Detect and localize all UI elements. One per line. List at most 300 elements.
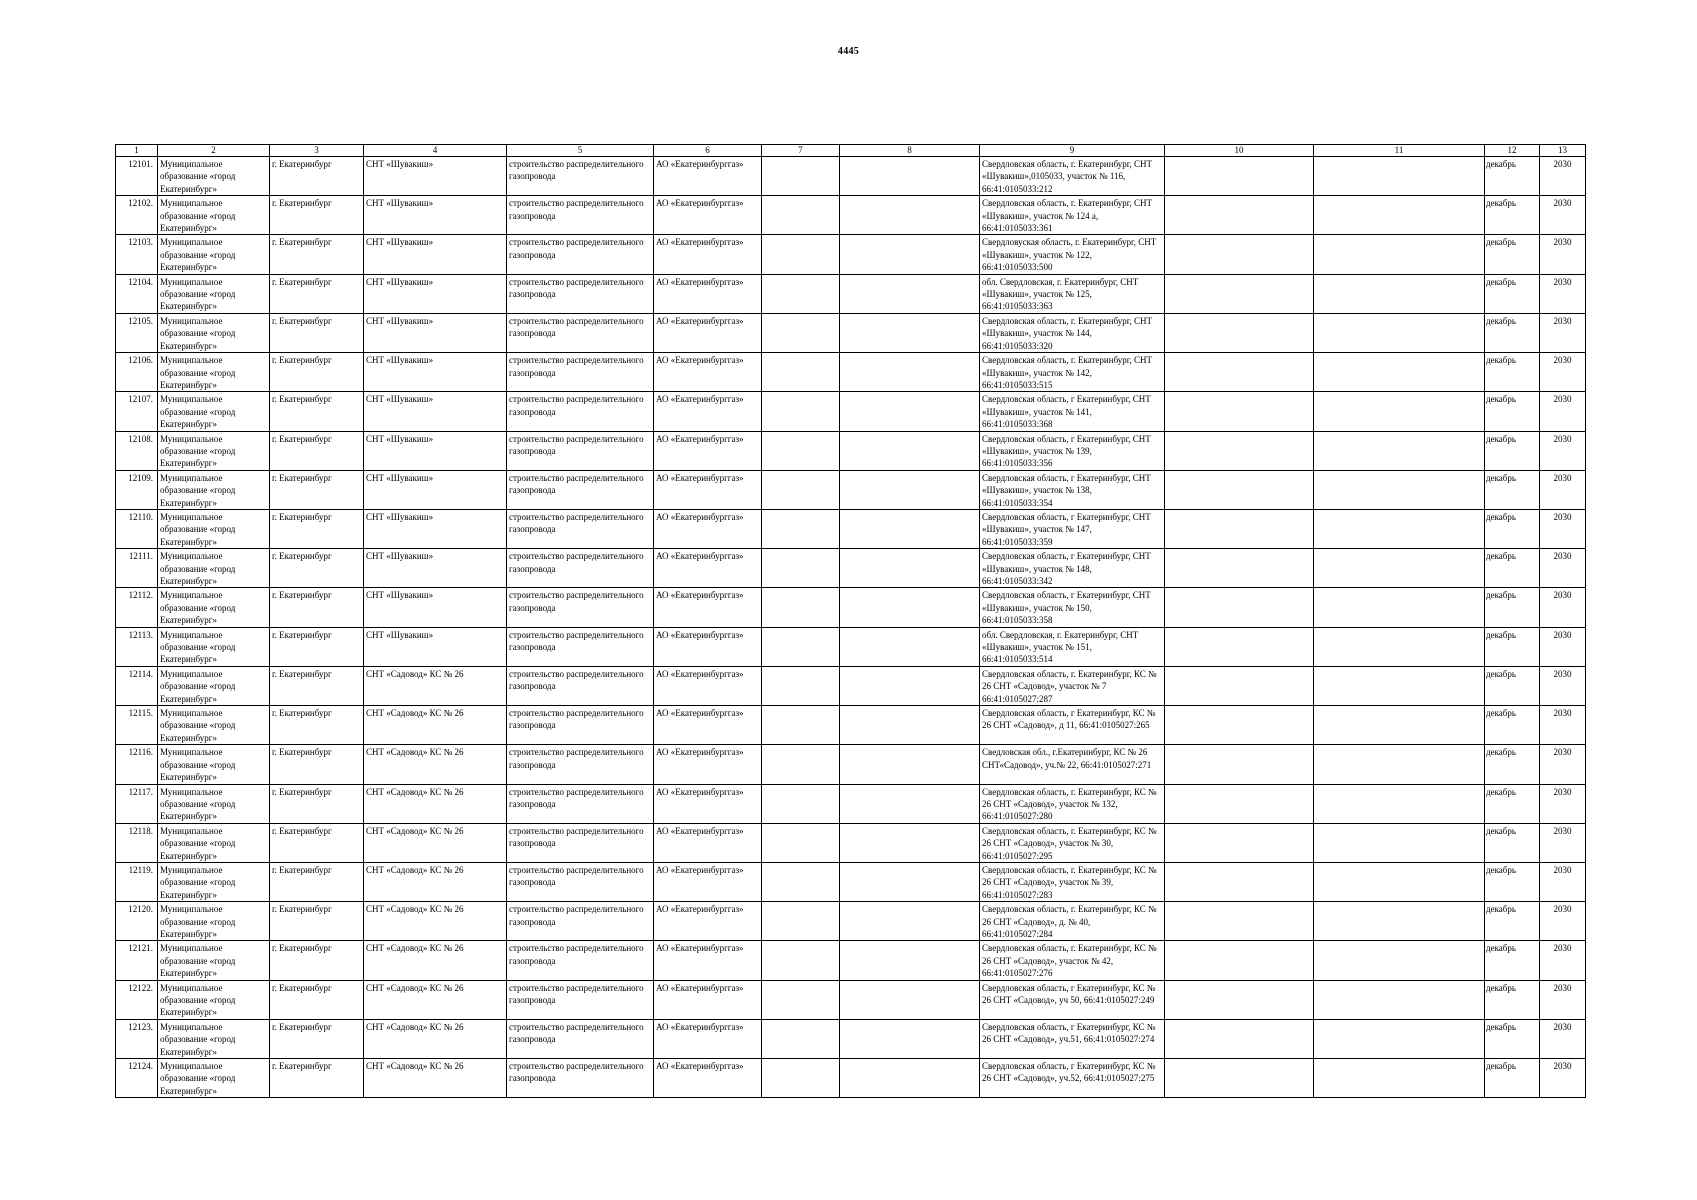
header-cell-5: 5 — [507, 145, 654, 157]
year-cell: 2030 — [1540, 509, 1586, 548]
table-row — [116, 627, 1586, 666]
work-type-cell: строительство распределительного газопровода — [507, 980, 654, 1019]
month-cell: декабрь — [1485, 157, 1540, 196]
month-cell: декабрь — [1485, 353, 1540, 392]
city-cell: г. Екатеринбург — [270, 706, 364, 745]
work-type-cell: строительство распределительного газопровода — [507, 784, 654, 823]
city-cell: г. Екатеринбург — [270, 509, 364, 548]
municipality-cell: Муниципальное образование «город Екатеринбург» — [158, 274, 270, 313]
year-cell: 2030 — [1540, 392, 1586, 431]
work-type-cell: строительство распределительного газопровода — [507, 392, 654, 431]
column-10-cell — [1165, 862, 1314, 901]
garden-partnership-cell: СНТ «Садовод» КС № 26 — [364, 745, 507, 784]
municipality-cell: Муниципальное образование «город Екатеринбург» — [158, 549, 270, 588]
year-cell: 2030 — [1540, 196, 1586, 235]
municipality-cell: Муниципальное образование «город Екатеринбург» — [158, 941, 270, 980]
column-7-cell — [762, 980, 840, 1019]
column-8-cell — [840, 274, 980, 313]
organization-cell: АО «Екатеринбурггаз» — [654, 509, 762, 548]
month-cell: декабрь — [1485, 392, 1540, 431]
garden-partnership-cell: СНТ «Садовод» КС № 26 — [364, 902, 507, 941]
city-cell: г. Екатеринбург — [270, 1019, 364, 1058]
year-cell: 2030 — [1540, 1019, 1586, 1058]
table-row — [116, 157, 1586, 196]
column-10-cell — [1165, 549, 1314, 588]
city-cell: г. Екатеринбург — [270, 235, 364, 274]
municipality-cell: Муниципальное образование «город Екатеринбург» — [158, 196, 270, 235]
table-row — [116, 1059, 1586, 1098]
address-cell: Сведловская обл., г.Екатеринбург, КС № 26 СНТ«Садовод», уч.№ 22, 66:41:0105027:271 — [980, 745, 1165, 784]
garden-partnership-cell: СНТ «Садовод» КС № 26 — [364, 980, 507, 1019]
column-10-cell — [1165, 941, 1314, 980]
garden-partnership-cell: СНТ «Шувакиш» — [364, 588, 507, 627]
year-cell: 2030 — [1540, 431, 1586, 470]
year-cell: 2030 — [1540, 862, 1586, 901]
address-cell: Свердловская область, г Екатеринбург, КС № 26 СНТ «Садовод», уч.52, 66:41:0105027:275 — [980, 1059, 1165, 1098]
column-7-cell — [762, 902, 840, 941]
column-7-cell — [762, 274, 840, 313]
garden-partnership-cell: СНТ «Шувакиш» — [364, 392, 507, 431]
table-row — [116, 392, 1586, 431]
organization-cell: АО «Екатеринбурггаз» — [654, 431, 762, 470]
city-cell: г. Екатеринбург — [270, 666, 364, 705]
table-header — [116, 145, 1586, 157]
garden-partnership-cell: СНТ «Шувакиш» — [364, 157, 507, 196]
table-row — [116, 1019, 1586, 1058]
address-cell: Свердловская область, г Екатеринбург, СНТ «Шувакиш», участок № 138, 66:41:0105033:354 — [980, 470, 1165, 509]
row-number-cell: 12106. — [116, 353, 158, 392]
work-type-cell: строительство распределительного газопровода — [507, 313, 654, 352]
column-11-cell — [1314, 509, 1485, 548]
year-cell: 2030 — [1540, 313, 1586, 352]
municipality-cell: Муниципальное образование «город Екатеринбург» — [158, 313, 270, 352]
column-8-cell — [840, 1059, 980, 1098]
column-11-cell — [1314, 470, 1485, 509]
column-11-cell — [1314, 274, 1485, 313]
address-cell: Свердловская область, г Екатеринбург, СНТ «Шувакиш», участок № 150, 66:41:0105033:358 — [980, 588, 1165, 627]
address-cell: Свердловская область, г Екатеринбург, КС № 26 СНТ «Садовод», д 11, 66:41:0105027:265 — [980, 706, 1165, 745]
city-cell: г. Екатеринбург — [270, 745, 364, 784]
month-cell: декабрь — [1485, 745, 1540, 784]
address-cell: обл. Свердловская, г. Екатеринбург, СНТ «Шувакиш», участок № 125, 66:41:0105033:363 — [980, 274, 1165, 313]
table-row — [116, 509, 1586, 548]
month-cell: декабрь — [1485, 627, 1540, 666]
address-cell: Свердловская область, г. Екатеринбург, КС № 26 СНТ «Садовод», д. № 40, 66:41:0105027:284 — [980, 902, 1165, 941]
month-cell: декабрь — [1485, 196, 1540, 235]
work-type-cell: строительство распределительного газопровода — [507, 666, 654, 705]
city-cell: г. Екатеринбург — [270, 157, 364, 196]
month-cell: декабрь — [1485, 706, 1540, 745]
organization-cell: АО «Екатеринбурггаз» — [654, 666, 762, 705]
city-cell: г. Екатеринбург — [270, 941, 364, 980]
row-number-cell: 12109. — [116, 470, 158, 509]
column-8-cell — [840, 353, 980, 392]
city-cell: г. Екатеринбург — [270, 902, 364, 941]
row-number-cell: 12124. — [116, 1059, 158, 1098]
address-cell: Свердловская область, г. Екатеринбург, КС № 26 СНТ «Садовод», участок № 30, 66:41:0105027:295 — [980, 823, 1165, 862]
address-cell: Свердловская область, г. Екатеринбург, КС № 26 СНТ «Садовод», участок № 42, 66:41:0105027:276 — [980, 941, 1165, 980]
column-8-cell — [840, 706, 980, 745]
column-8-cell — [840, 784, 980, 823]
table-row — [116, 588, 1586, 627]
municipality-cell: Муниципальное образование «город Екатеринбург» — [158, 1059, 270, 1098]
work-type-cell: строительство распределительного газопровода — [507, 1059, 654, 1098]
column-10-cell — [1165, 470, 1314, 509]
municipality-cell: Муниципальное образование «город Екатеринбург» — [158, 470, 270, 509]
month-cell: декабрь — [1485, 470, 1540, 509]
year-cell: 2030 — [1540, 823, 1586, 862]
header-cell-13: 13 — [1540, 145, 1586, 157]
garden-partnership-cell: СНТ «Садовод» КС № 26 — [364, 666, 507, 705]
city-cell: г. Екатеринбург — [270, 549, 364, 588]
column-10-cell — [1165, 627, 1314, 666]
column-7-cell — [762, 313, 840, 352]
column-10-cell — [1165, 431, 1314, 470]
organization-cell: АО «Екатеринбурггаз» — [654, 1019, 762, 1058]
year-cell: 2030 — [1540, 941, 1586, 980]
city-cell: г. Екатеринбург — [270, 588, 364, 627]
column-10-cell — [1165, 902, 1314, 941]
month-cell: декабрь — [1485, 1019, 1540, 1058]
header-cell-11: 11 — [1314, 145, 1485, 157]
garden-partnership-cell: СНТ «Садовод» КС № 26 — [364, 1059, 507, 1098]
city-cell: г. Екатеринбург — [270, 1059, 364, 1098]
table-row — [116, 980, 1586, 1019]
month-cell: декабрь — [1485, 666, 1540, 705]
work-type-cell: строительство распределительного газопровода — [507, 549, 654, 588]
column-7-cell — [762, 784, 840, 823]
address-cell: Свердловуская область, г. Екатеринбург, СНТ «Шувакиш», участок № 122, 66:41:0105033:500 — [980, 235, 1165, 274]
column-10-cell — [1165, 823, 1314, 862]
garden-partnership-cell: СНТ «Шувакиш» — [364, 196, 507, 235]
organization-cell: АО «Екатеринбурггаз» — [654, 745, 762, 784]
column-7-cell — [762, 509, 840, 548]
column-11-cell — [1314, 157, 1485, 196]
organization-cell: АО «Екатеринбурггаз» — [654, 1059, 762, 1098]
work-type-cell: строительство распределительного газопровода — [507, 862, 654, 901]
row-number-cell: 12114. — [116, 666, 158, 705]
header-cell-9: 9 — [980, 145, 1165, 157]
column-7-cell — [762, 1019, 840, 1058]
municipality-cell: Муниципальное образование «город Екатеринбург» — [158, 235, 270, 274]
work-type-cell: строительство распределительного газопровода — [507, 745, 654, 784]
municipality-cell: Муниципальное образование «город Екатеринбург» — [158, 627, 270, 666]
header-cell-7: 7 — [762, 145, 840, 157]
header-cell-2: 2 — [158, 145, 270, 157]
municipality-cell: Муниципальное образование «город Екатеринбург» — [158, 823, 270, 862]
header-row — [116, 145, 1586, 157]
garden-partnership-cell: СНТ «Садовод» КС № 26 — [364, 941, 507, 980]
work-type-cell: строительство распределительного газопровода — [507, 627, 654, 666]
column-8-cell — [840, 666, 980, 705]
organization-cell: АО «Екатеринбурггаз» — [654, 862, 762, 901]
column-7-cell — [762, 941, 840, 980]
address-cell: Свердловская область, г Екатеринбург, СНТ «Шувакиш», участок № 139, 66:41:0105033:356 — [980, 431, 1165, 470]
column-10-cell — [1165, 353, 1314, 392]
column-11-cell — [1314, 1059, 1485, 1098]
address-cell: Свердловская область, г Екатеринбург, КС № 26 СНТ «Садовод», уч.51, 66:41:0105027:274 — [980, 1019, 1165, 1058]
column-11-cell — [1314, 431, 1485, 470]
address-cell: Свердловская область, г. Екатеринбург, СНТ «Шувакиш», участок № 144, 66:41:0105033:320 — [980, 313, 1165, 352]
organization-cell: АО «Екатеринбурггаз» — [654, 470, 762, 509]
register-table — [115, 144, 1586, 1098]
garden-partnership-cell: СНТ «Садовод» КС № 26 — [364, 862, 507, 901]
year-cell: 2030 — [1540, 235, 1586, 274]
garden-partnership-cell: СНТ «Садовод» КС № 26 — [364, 706, 507, 745]
month-cell: декабрь — [1485, 941, 1540, 980]
month-cell: декабрь — [1485, 823, 1540, 862]
column-11-cell — [1314, 235, 1485, 274]
column-8-cell — [840, 196, 980, 235]
column-7-cell — [762, 157, 840, 196]
header-cell-8: 8 — [840, 145, 980, 157]
year-cell: 2030 — [1540, 470, 1586, 509]
garden-partnership-cell: СНТ «Шувакиш» — [364, 313, 507, 352]
column-7-cell — [762, 392, 840, 431]
work-type-cell: строительство распределительного газопровода — [507, 1019, 654, 1058]
work-type-cell: строительство распределительного газопровода — [507, 274, 654, 313]
column-7-cell — [762, 627, 840, 666]
column-10-cell — [1165, 588, 1314, 627]
garden-partnership-cell: СНТ «Шувакиш» — [364, 431, 507, 470]
year-cell: 2030 — [1540, 666, 1586, 705]
column-8-cell — [840, 588, 980, 627]
column-11-cell — [1314, 627, 1485, 666]
organization-cell: АО «Екатеринбурггаз» — [654, 196, 762, 235]
column-7-cell — [762, 666, 840, 705]
row-number-cell: 12115. — [116, 706, 158, 745]
row-number-cell: 12120. — [116, 902, 158, 941]
row-number-cell: 12101. — [116, 157, 158, 196]
column-8-cell — [840, 745, 980, 784]
header-cell-6: 6 — [654, 145, 762, 157]
organization-cell: АО «Екатеринбурггаз» — [654, 823, 762, 862]
municipality-cell: Муниципальное образование «город Екатеринбург» — [158, 784, 270, 823]
column-8-cell — [840, 902, 980, 941]
column-8-cell — [840, 313, 980, 352]
year-cell: 2030 — [1540, 784, 1586, 823]
municipality-cell: Муниципальное образование «город Екатеринбург» — [158, 353, 270, 392]
table-row — [116, 313, 1586, 352]
month-cell: декабрь — [1485, 274, 1540, 313]
work-type-cell: строительство распределительного газопровода — [507, 470, 654, 509]
municipality-cell: Муниципальное образование «город Екатеринбург» — [158, 706, 270, 745]
month-cell: декабрь — [1485, 235, 1540, 274]
table-row — [116, 431, 1586, 470]
address-cell: обл. Свердловская, г. Екатеринбург, СНТ «Шувакиш», участок № 151, 66:41:0105033:514 — [980, 627, 1165, 666]
city-cell: г. Екатеринбург — [270, 353, 364, 392]
year-cell: 2030 — [1540, 549, 1586, 588]
column-7-cell — [762, 353, 840, 392]
table-row — [116, 941, 1586, 980]
column-8-cell — [840, 157, 980, 196]
column-10-cell — [1165, 1059, 1314, 1098]
column-8-cell — [840, 941, 980, 980]
header-cell-10: 10 — [1165, 145, 1314, 157]
municipality-cell: Муниципальное образование «город Екатеринбург» — [158, 1019, 270, 1058]
month-cell: декабрь — [1485, 902, 1540, 941]
month-cell: декабрь — [1485, 1059, 1540, 1098]
column-11-cell — [1314, 980, 1485, 1019]
organization-cell: АО «Екатеринбурггаз» — [654, 627, 762, 666]
organization-cell: АО «Екатеринбурггаз» — [654, 313, 762, 352]
table-row — [116, 274, 1586, 313]
municipality-cell: Муниципальное образование «город Екатеринбург» — [158, 157, 270, 196]
work-type-cell: строительство распределительного газопровода — [507, 431, 654, 470]
organization-cell: АО «Екатеринбурггаз» — [654, 980, 762, 1019]
month-cell: декабрь — [1485, 784, 1540, 823]
column-10-cell — [1165, 745, 1314, 784]
garden-partnership-cell: СНТ «Шувакиш» — [364, 509, 507, 548]
page-number: 4445 — [837, 46, 860, 57]
column-8-cell — [840, 627, 980, 666]
organization-cell: АО «Екатеринбурггаз» — [654, 353, 762, 392]
row-number-cell: 12102. — [116, 196, 158, 235]
column-11-cell — [1314, 392, 1485, 431]
column-7-cell — [762, 745, 840, 784]
row-number-cell: 12123. — [116, 1019, 158, 1058]
month-cell: декабрь — [1485, 588, 1540, 627]
column-7-cell — [762, 706, 840, 745]
table-row — [116, 745, 1586, 784]
column-10-cell — [1165, 1019, 1314, 1058]
row-number-cell: 12110. — [116, 509, 158, 548]
work-type-cell: строительство распределительного газопровода — [507, 157, 654, 196]
work-type-cell: строительство распределительного газопровода — [507, 902, 654, 941]
year-cell: 2030 — [1540, 1059, 1586, 1098]
address-cell: Свердловская область, г. Екатеринбург, КС № 26 СНТ «Садовод», участок № 7 66:41:0105027:287 — [980, 666, 1165, 705]
column-7-cell — [762, 235, 840, 274]
municipality-cell: Муниципальное образование «город Екатеринбург» — [158, 509, 270, 548]
municipality-cell: Муниципальное образование «город Екатеринбург» — [158, 392, 270, 431]
month-cell: декабрь — [1485, 862, 1540, 901]
organization-cell: АО «Екатеринбурггаз» — [654, 902, 762, 941]
city-cell: г. Екатеринбург — [270, 627, 364, 666]
column-10-cell — [1165, 313, 1314, 352]
municipality-cell: Муниципальное образование «город Екатеринбург» — [158, 745, 270, 784]
column-8-cell — [840, 235, 980, 274]
column-7-cell — [762, 431, 840, 470]
month-cell: декабрь — [1485, 549, 1540, 588]
row-number-cell: 12119. — [116, 862, 158, 901]
row-number-cell: 12108. — [116, 431, 158, 470]
column-11-cell — [1314, 784, 1485, 823]
city-cell: г. Екатеринбург — [270, 431, 364, 470]
organization-cell: АО «Екатеринбурггаз» — [654, 157, 762, 196]
municipality-cell: Муниципальное образование «город Екатеринбург» — [158, 902, 270, 941]
garden-partnership-cell: СНТ «Шувакиш» — [364, 235, 507, 274]
column-10-cell — [1165, 509, 1314, 548]
row-number-cell: 12111. — [116, 549, 158, 588]
table-row — [116, 823, 1586, 862]
address-cell: Свердловская область, г. Екатеринбург, КС № 26 СНТ «Садовод», участок № 132, 66:41:0105027:280 — [980, 784, 1165, 823]
address-cell: Свердловская область, г. Екатеринбург, СНТ «Шувакиш»,0105033, участок № 116, 66:41:0105033:212 — [980, 157, 1165, 196]
month-cell: декабрь — [1485, 431, 1540, 470]
city-cell: г. Екатеринбург — [270, 392, 364, 431]
table-row — [116, 549, 1586, 588]
address-cell: Свердловская область, г. Екатеринбург, СНТ «Шувакиш», участок № 142, 66:41:0105033:515 — [980, 353, 1165, 392]
header-cell-12: 12 — [1485, 145, 1540, 157]
garden-partnership-cell: СНТ «Садовод» КС № 26 — [364, 823, 507, 862]
column-11-cell — [1314, 549, 1485, 588]
column-8-cell — [840, 509, 980, 548]
garden-partnership-cell: СНТ «Садовод» КС № 26 — [364, 784, 507, 823]
column-10-cell — [1165, 980, 1314, 1019]
city-cell: г. Екатеринбург — [270, 313, 364, 352]
column-7-cell — [762, 470, 840, 509]
table-row — [116, 862, 1586, 901]
garden-partnership-cell: СНТ «Шувакиш» — [364, 470, 507, 509]
municipality-cell: Муниципальное образование «город Екатеринбург» — [158, 862, 270, 901]
header-cell-1: 1 — [116, 145, 158, 157]
table-body — [116, 157, 1586, 1098]
year-cell: 2030 — [1540, 706, 1586, 745]
organization-cell: АО «Екатеринбурггаз» — [654, 784, 762, 823]
address-cell: Свердловская область, г Екатеринбург, КС № 26 СНТ «Садовод», уч 50, 66:41:0105027:249 — [980, 980, 1165, 1019]
table-row — [116, 706, 1586, 745]
row-number-cell: 12122. — [116, 980, 158, 1019]
municipality-cell: Муниципальное образование «город Екатеринбург» — [158, 666, 270, 705]
municipality-cell: Муниципальное образование «город Екатеринбург» — [158, 588, 270, 627]
column-7-cell — [762, 588, 840, 627]
column-8-cell — [840, 431, 980, 470]
table-row — [116, 902, 1586, 941]
column-10-cell — [1165, 196, 1314, 235]
address-cell: Свердловская область, г Екатеринбург, СНТ «Шувакиш», участок № 148, 66:41:0105033:342 — [980, 549, 1165, 588]
column-11-cell — [1314, 353, 1485, 392]
garden-partnership-cell: СНТ «Шувакиш» — [364, 353, 507, 392]
organization-cell: АО «Екатеринбурггаз» — [654, 549, 762, 588]
month-cell: декабрь — [1485, 313, 1540, 352]
column-11-cell — [1314, 588, 1485, 627]
year-cell: 2030 — [1540, 588, 1586, 627]
work-type-cell: строительство распределительного газопровода — [507, 823, 654, 862]
city-cell: г. Екатеринбург — [270, 274, 364, 313]
table-row — [116, 470, 1586, 509]
row-number-cell: 12107. — [116, 392, 158, 431]
row-number-cell: 12105. — [116, 313, 158, 352]
garden-partnership-cell: СНТ «Шувакиш» — [364, 274, 507, 313]
organization-cell: АО «Екатеринбурггаз» — [654, 392, 762, 431]
table-row — [116, 235, 1586, 274]
row-number-cell: 12118. — [116, 823, 158, 862]
column-11-cell — [1314, 706, 1485, 745]
table-row — [116, 666, 1586, 705]
work-type-cell: строительство распределительного газопровода — [507, 588, 654, 627]
month-cell: декабрь — [1485, 509, 1540, 548]
column-10-cell — [1165, 157, 1314, 196]
work-type-cell: строительство распределительного газопровода — [507, 196, 654, 235]
column-10-cell — [1165, 392, 1314, 431]
organization-cell: АО «Екатеринбурггаз» — [654, 706, 762, 745]
column-10-cell — [1165, 666, 1314, 705]
work-type-cell: строительство распределительного газопровода — [507, 235, 654, 274]
work-type-cell: строительство распределительного газопровода — [507, 941, 654, 980]
column-10-cell — [1165, 706, 1314, 745]
organization-cell: АО «Екатеринбурггаз» — [654, 235, 762, 274]
garden-partnership-cell: СНТ «Садовод» КС № 26 — [364, 1019, 507, 1058]
year-cell: 2030 — [1540, 902, 1586, 941]
row-number-cell: 12117. — [116, 784, 158, 823]
column-11-cell — [1314, 941, 1485, 980]
column-10-cell — [1165, 784, 1314, 823]
work-type-cell: строительство распределительного газопровода — [507, 706, 654, 745]
address-cell: Свердловская область, г Екатеринбург, СНТ «Шувакиш», участок № 141, 66:41:0105033:368 — [980, 392, 1165, 431]
table-row — [116, 784, 1586, 823]
column-7-cell — [762, 1059, 840, 1098]
address-cell: Свердловская область, г. Екатеринбург, КС № 26 СНТ «Садовод», участок № 39, 66:41:0105027:283 — [980, 862, 1165, 901]
city-cell: г. Екатеринбург — [270, 980, 364, 1019]
